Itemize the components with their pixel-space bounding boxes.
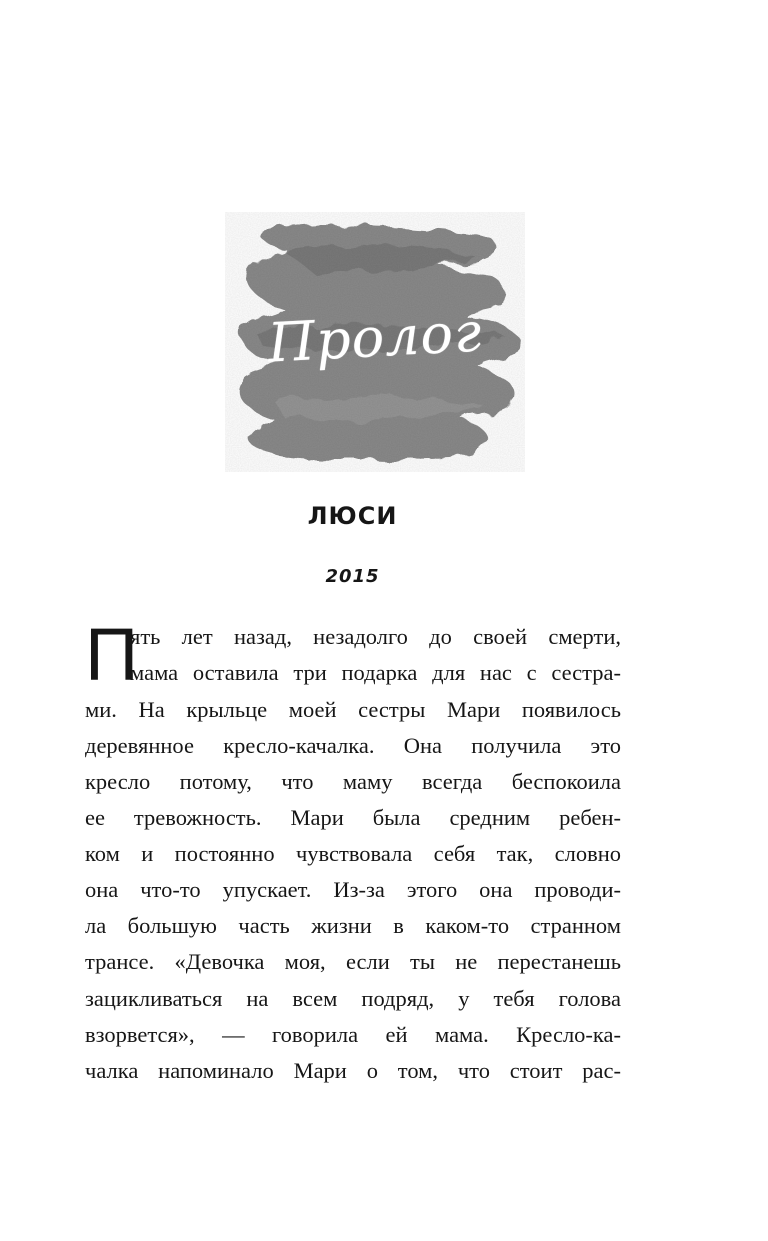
paragraph-line: кресло потому, что маму всегда беспокоила (85, 769, 621, 794)
paragraph-line: зацикливаться на всем подряд, у тебя голова (85, 986, 621, 1011)
paragraph-line: ми. На крыльце моей сестры Мари появилось (85, 697, 621, 722)
paragraph-line: ять лет назад, незадолго до своей смерти, (130, 624, 621, 649)
paragraph-line: ком и постоянно чувствовала себя так, словно (85, 841, 621, 866)
paragraph-line: деревянное кресло-качалка. Она получила это (85, 733, 621, 758)
paragraph-line: она что-то упускает. Из-за этого она проводи- (85, 877, 621, 902)
drop-cap: П (85, 613, 139, 696)
paragraph-line: чалка напоминало Мари о том, что стоит рас- (85, 1058, 621, 1083)
paragraph-line: ла большую часть жизни в каком-то странном (85, 913, 621, 938)
year-subheading: 2015 (325, 566, 380, 587)
paragraph-line: ее тревожность. Мари была средним ребен- (85, 805, 621, 830)
paragraph-line: трансе. «Девочка моя, если ты не перестанешь (85, 949, 621, 974)
paragraph-line: взорвется», — говорила ей мама. Кресло-ка- (85, 1022, 621, 1047)
paragraph-line: мама оставила три подарка для нас с сестра- (130, 660, 621, 685)
narrator-heading: ЛЮСИ (307, 502, 398, 530)
chapter-title: Пролог (266, 300, 484, 375)
